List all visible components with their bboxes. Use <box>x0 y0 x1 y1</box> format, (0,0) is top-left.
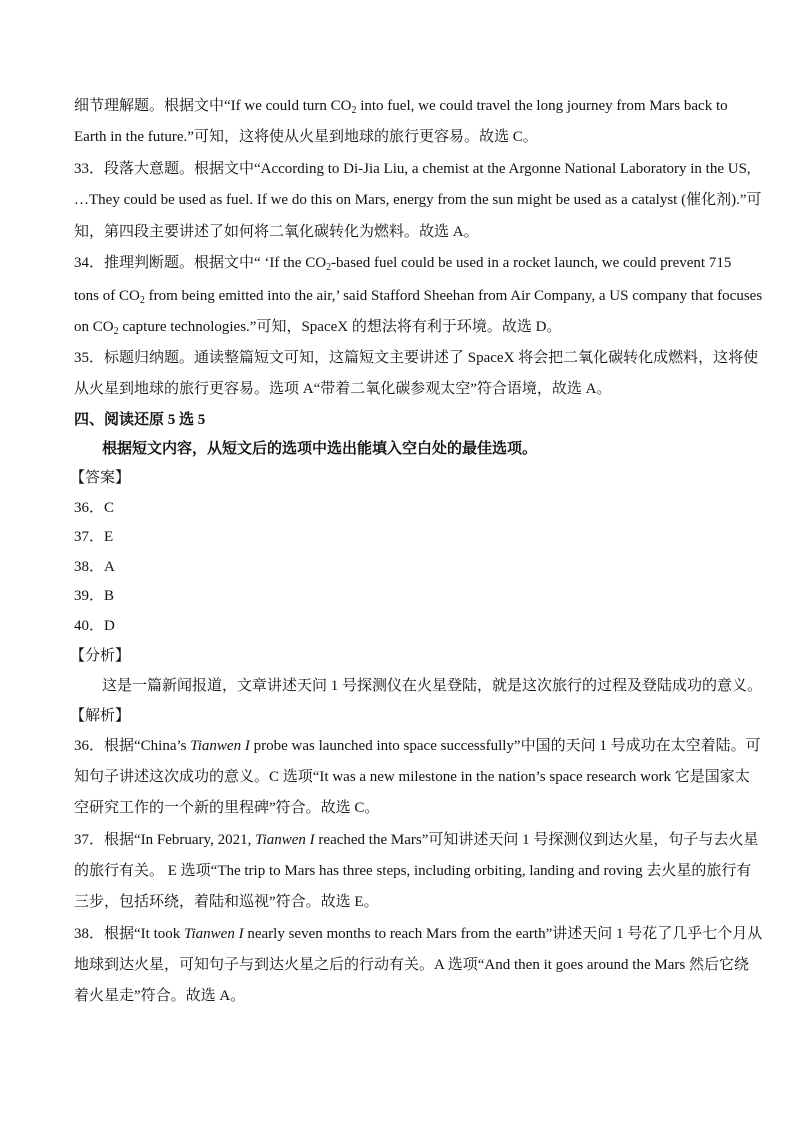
answer-item: 39．B <box>74 588 115 604</box>
q38-line-3: 着火星走”符合。故选 A。 <box>74 988 246 1004</box>
text: -based fuel could be used in a rocket launch, we could prevent 715 <box>331 255 732 271</box>
text: 34．推理判断题。根据文中“ ‘If the CO <box>74 255 327 271</box>
text: nearly seven months to reach Mars from the earth”讲述天问 1 号花了几乎七个月从 <box>243 926 763 942</box>
q34-line-1 <box>74 252 734 274</box>
italic-text: Tianwen I <box>190 738 250 754</box>
text: tons of CO <box>74 288 140 304</box>
text: capture technologies.”可知，SpaceX 的想法将有利于环境。故选 D。 <box>118 319 562 335</box>
text: from being emitted into the air,’ said Stafford Sheehan from Air Company, a US company that focuses <box>144 288 763 304</box>
italic-text: Tianwen I <box>255 832 315 848</box>
q37-line-3: 三步，包括环绕，着陆和巡视”符合。故选 E。 <box>74 894 379 910</box>
subscript: 2 <box>113 326 119 337</box>
q38-line-1 <box>74 923 763 945</box>
subscript: 2 <box>139 295 145 306</box>
q38-line-2: 地球到达火星，可知句子与到达火星之后的行动有关。A 选项“And then it goes around the Mars 然后它绕 <box>74 957 749 973</box>
text: into fuel, we could travel the long journey from Mars back to <box>356 98 728 114</box>
q35-line-2: 从火星到地球的旅行更容易。选项 A“带着二氧化碳参观太空”符合语境，故选 A。 <box>74 381 612 397</box>
q33-line-3: 知，第四段主要讲述了如何将二氧化碳转化为燃料。故选 A。 <box>74 224 479 240</box>
text: 37．根据“In February, 2021, <box>74 832 256 848</box>
subscript: 2 <box>326 262 332 273</box>
answer-item: 38．A <box>74 559 115 575</box>
answer-item: 36．C <box>74 500 115 516</box>
text: 38．根据“It took <box>74 926 184 942</box>
text: reached the Mars”可知讲述天问 1 号探测仪到达火星，句子与去火星 <box>314 832 759 848</box>
q36-line-2: 知句子讲述这次成功的意义。C 选项“It was a new milestone in the nation’s space research work 它是国家太 <box>74 769 750 785</box>
analysis-text: 这是一篇新闻报道，文章讲述天问 1 号探测仪在火星登陆，就是这次旅行的过程及登陆成功的意义。 <box>102 678 763 694</box>
explain-label: 【解析】 <box>70 708 131 724</box>
answer-label: 【答案】 <box>70 470 131 486</box>
answer-item: 37．E <box>74 529 114 545</box>
q32-line-1 <box>74 95 734 117</box>
analysis-label: 【分析】 <box>70 648 131 664</box>
q36-line-3: 空研究工作的一个新的里程碑”符合。故选 C。 <box>74 800 380 816</box>
italic-text: Tianwen I <box>184 926 244 942</box>
text: 36．根据“China’s <box>74 738 191 754</box>
q35-line-1: 35．标题归纳题。通读整篇短文可知，这篇短文主要讲述了 SpaceX 将会把二氧化碳转化成燃料，这将使 <box>74 350 759 366</box>
q36-line-1 <box>74 735 761 757</box>
text: 细节理解题。根据文中“If we could turn CO <box>74 98 352 114</box>
q33-line-2: …They could be used as fuel. If we do this on Mars, energy from the sun might be used as a catalyst (催化剂).”可 <box>74 192 762 208</box>
answer-item: 40．D <box>74 618 115 634</box>
q37-line-2: 的旅行有关。 E 选项“The trip to Mars has three steps, including orbiting, landing and roving 去火星的旅行有 <box>74 863 752 879</box>
q33-line-1: 33．段落大意题。根据文中“According to Di-Jia Liu, a chemist at the Argonne National Laboratory in the US, <box>74 161 751 177</box>
q37-line-1 <box>74 829 759 851</box>
q34-line-3 <box>74 316 734 338</box>
subscript: 2 <box>351 105 357 116</box>
text: on CO <box>74 319 114 335</box>
q32-line-2: Earth in the future.”可知，这将使从火星到地球的旅行更容易。故选 C。 <box>74 129 538 145</box>
section-heading: 四、阅读还原 5 选 5 <box>74 412 206 428</box>
text: probe was launched into space successfully”中国的天问 1 号成功在太空着陆。可 <box>249 738 761 754</box>
section-instruction: 根据短文内容，从短文后的选项中选出能填入空白处的最佳选项。 <box>102 441 538 457</box>
q34-line-2 <box>74 285 763 307</box>
